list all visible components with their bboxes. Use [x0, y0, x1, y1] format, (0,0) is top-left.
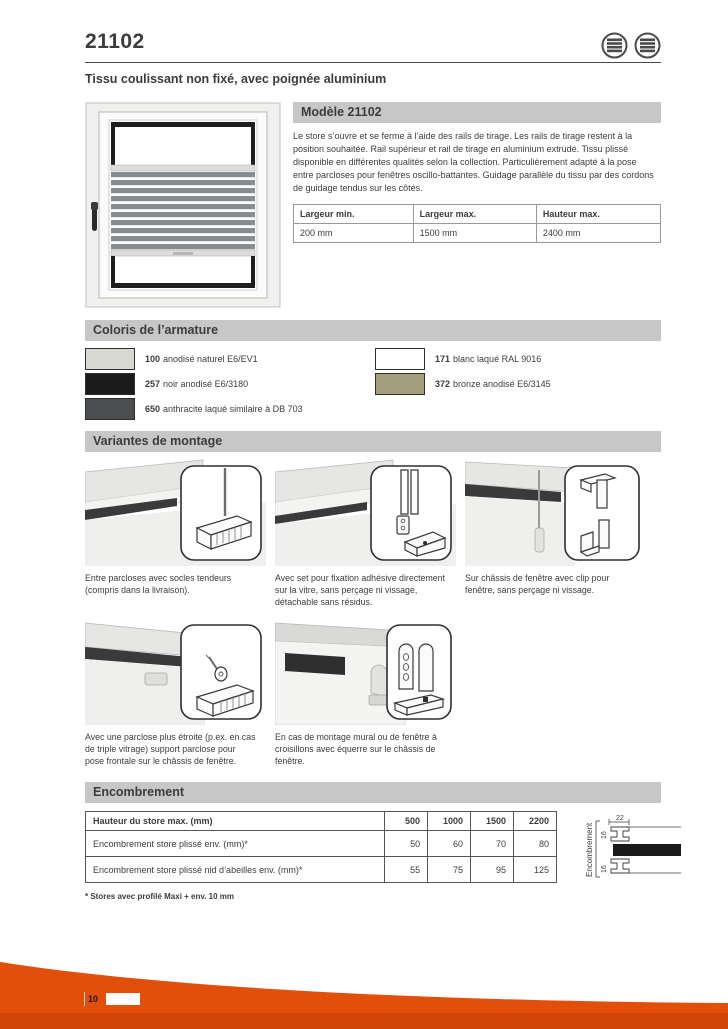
variant-clip-fenetre	[465, 458, 646, 608]
footer-logo	[106, 993, 140, 1005]
enc-header-1500: 1500	[471, 812, 514, 831]
product-type-icons	[601, 32, 661, 59]
mounting-variants-row-2	[85, 617, 661, 767]
enc-header-2200: 2200	[514, 812, 557, 831]
table-row-plisse: Encombrement store plissé env. (mm)* 50 60 70 80	[86, 831, 557, 857]
enc-header-1000: 1000	[428, 812, 471, 831]
encombrement-section-heading: Encombrement	[85, 782, 661, 803]
variant-caption: Entre parcloses avec socles tendeurs (compris dans la livraison).	[85, 573, 232, 595]
color-code: 100	[145, 354, 161, 364]
color-code: 171	[435, 354, 451, 364]
variant-caption: En cas de montage mural ou de fenêtre à croisillons avec équerre sur le châssis de fenêtre.	[275, 732, 437, 766]
variant-illustration-set-adhesif	[275, 458, 456, 566]
variant-caption: Avec une parclose plus étroite (p.ex. en cas de triple vitrage) support parclose pour pose frontale sur le châssis de fenêtre.	[85, 732, 256, 766]
table-row-nid-abeilles: Encombrement store plissé nid d’abeilles env. (mm)* 55 75 95 125	[86, 857, 557, 883]
color-item-650	[85, 398, 375, 420]
color-swatch-650	[85, 398, 135, 420]
diagram-dim-22: 22	[616, 815, 624, 822]
color-code: 650	[145, 404, 161, 414]
encombrement-profile-diagram	[583, 813, 683, 883]
footer	[84, 992, 140, 1006]
dimensions-table	[293, 204, 661, 243]
value-hauteur-max: 2400 mm	[536, 224, 660, 243]
enc-header-500: 500	[385, 812, 428, 831]
page-number: 10	[88, 994, 99, 1004]
page-subtitle: Tissu coulissant non fixé, avec poignée aluminium	[85, 72, 387, 86]
colors-list	[85, 348, 661, 423]
variant-illustration-socle-tendeur	[85, 458, 266, 566]
variant-equerre-chassis	[275, 617, 456, 767]
table-footnote: * Stores avec profilé Maxi + env. 10 mm	[85, 892, 235, 901]
diagram-side-label: Encombrement	[585, 822, 594, 877]
diagram-dim-16-bottom: 16	[601, 865, 608, 873]
value-largeur-max: 1500 mm	[413, 224, 536, 243]
color-swatch-372	[375, 373, 425, 395]
page-title: 21102	[85, 30, 145, 53]
colors-section-heading: Coloris de l’armature	[85, 320, 661, 341]
color-code: 257	[145, 379, 161, 389]
pleated-blind-icon	[634, 32, 661, 59]
color-name: anodisé naturel E6/EV1	[163, 354, 258, 364]
color-name: blanc laqué RAL 9016	[453, 354, 542, 364]
col-hauteur-max: Hauteur max.	[536, 205, 660, 224]
model-heading: Modèle 21102	[293, 102, 661, 123]
variant-caption: Avec set pour fixation adhésive directement sur la vitre, sans perçage ni vissage, détachable sans résidus.	[275, 573, 446, 607]
color-code: 372	[435, 379, 451, 389]
mounting-variants-row-1	[85, 458, 661, 608]
variant-entre-parcloses	[85, 458, 266, 608]
footer-tick	[84, 992, 85, 1006]
variant-illustration-equerre	[275, 617, 456, 725]
color-swatch-171	[375, 348, 425, 370]
variant-illustration-clips	[465, 458, 646, 566]
table-row	[294, 224, 661, 243]
value-largeur-min: 200 mm	[294, 224, 414, 243]
title-divider	[85, 62, 661, 63]
color-item-171	[375, 348, 661, 370]
variant-fixation-adhesive	[275, 458, 456, 608]
color-swatch-257	[85, 373, 135, 395]
color-item-372	[375, 373, 661, 395]
color-swatch-100	[85, 348, 135, 370]
color-item-100	[85, 348, 375, 370]
variant-illustration-support-parclose	[85, 617, 266, 725]
page-header	[85, 30, 661, 59]
color-name: noir anodisé E6/3180	[163, 379, 249, 389]
color-name: anthracite laqué similaire à DB 703	[163, 404, 303, 414]
color-name: bronze anodisé E6/3145	[453, 379, 551, 389]
variant-support-parclose	[85, 617, 266, 767]
model-description: Le store s’ouvre et se ferme à l’aide des rails de tirage. Les rails de tirage restent à la position souhaitée. Rail supérieur et rail de tirage en aluminium extrudé. Tissu plissé disponible en différentes qualités selon la collection. Particulièrement adapté à la pose entre parcloses pour fenêtres oscillo-battantes. Guidage parallèle du tissu par des cordons de guidage tendus sur les côtés.	[293, 131, 654, 193]
enc-header-label: Hauteur du store max. (mm)	[86, 812, 385, 831]
pleated-blind-icon	[601, 32, 628, 59]
mounting-section-heading: Variantes de montage	[85, 431, 661, 452]
diagram-dim-16-top: 16	[601, 831, 608, 839]
color-item-257	[85, 373, 375, 395]
encombrement-table	[85, 811, 557, 883]
product-photo-window-with-pleated-blind	[85, 102, 281, 308]
col-largeur-max: Largeur max.	[413, 205, 536, 224]
col-largeur-min: Largeur min.	[294, 205, 414, 224]
variant-caption: Sur châssis de fenêtre avec clip pour fenêtre, sans perçage ni vissage.	[465, 573, 610, 595]
